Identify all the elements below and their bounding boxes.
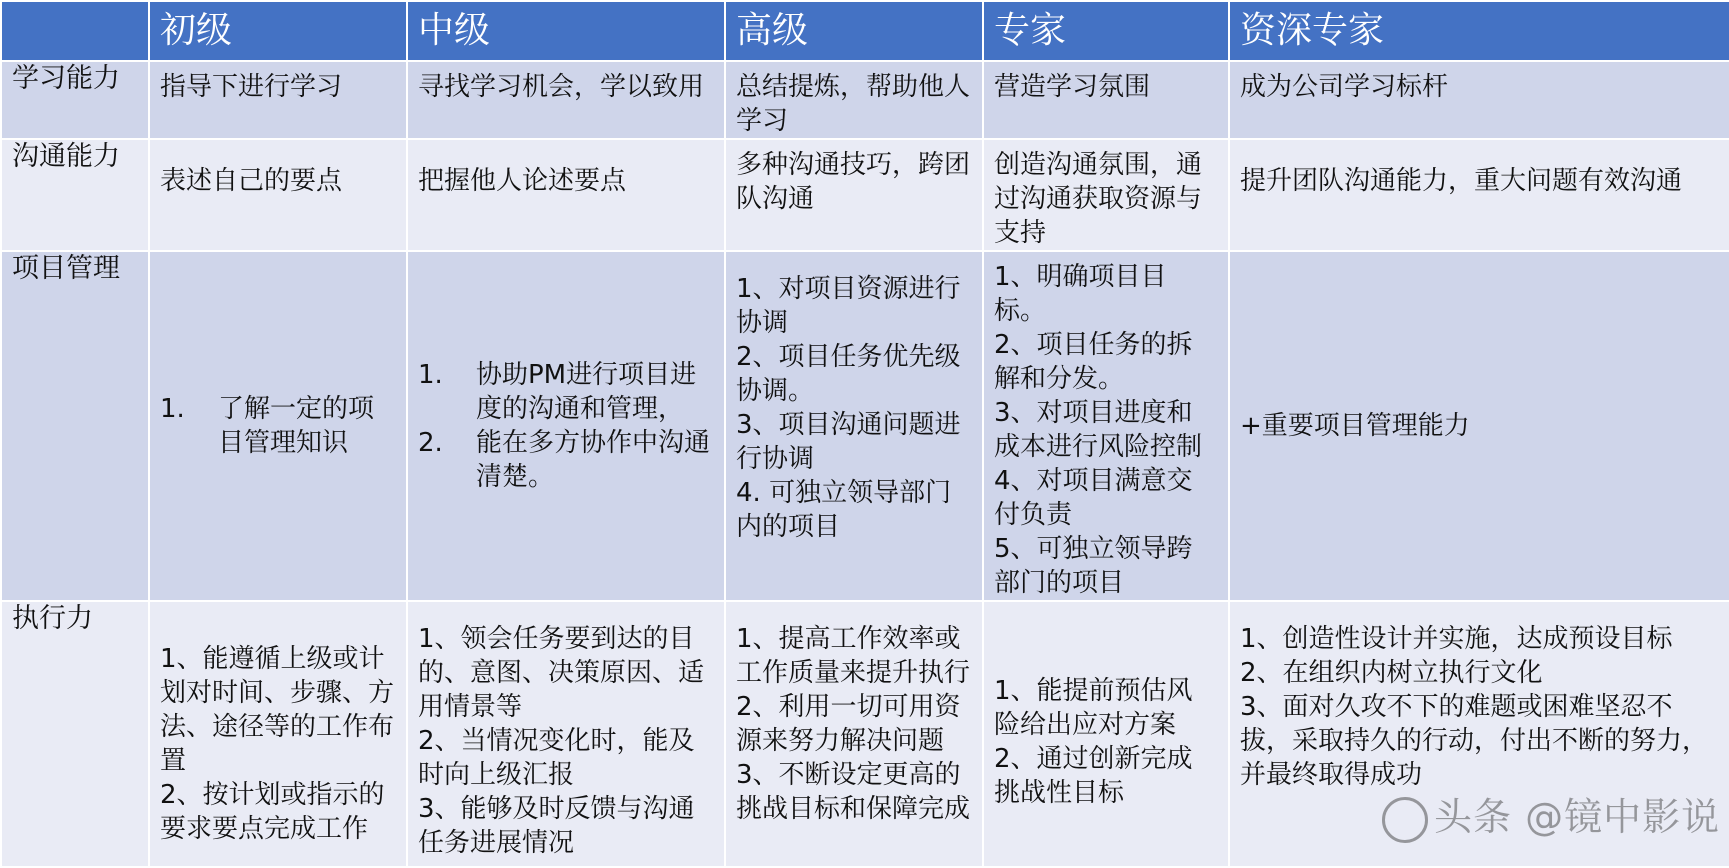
cell-learning-intermediate: 寻找学习机会，学以致用: [407, 61, 725, 139]
header-junior: 初级: [149, 1, 407, 61]
cell-pm-expert: [983, 251, 1229, 601]
table-row: [1, 251, 1729, 601]
watermark-text: 头条 @镜中影说: [1434, 795, 1721, 839]
list-item: 2、当情况变化时，能及时向上级汇报: [418, 726, 695, 790]
cell-communication-senior-expert: 提升团队沟通能力，重大问题有效沟通: [1229, 139, 1729, 251]
cell-exec-senior: [725, 601, 983, 867]
cell-communication-junior: 表述自己的要点: [149, 139, 407, 251]
cell-pm-intermediate: [407, 251, 725, 601]
cell-exec-expert: [983, 601, 1229, 867]
header-corner: [1, 1, 149, 61]
list-item: 4. 可独立领导部门内的项目: [736, 478, 952, 542]
cell-exec-intermediate: [407, 601, 725, 867]
list-text: 了解一定的项目管理知识: [218, 394, 375, 458]
cell-communication-expert: 创造沟通氛围，通过沟通获取资源与支持: [983, 139, 1229, 251]
cell-exec-junior: [149, 601, 407, 867]
list-item: 3、不断设定更高的挑战目标和保障完成: [736, 760, 971, 824]
list-item: 1、领会任务要到达的目的、意图、决策原因、适用情景等: [418, 624, 705, 722]
list-number: 1.: [418, 360, 443, 390]
numbered-list: [160, 392, 396, 460]
list-item: [160, 392, 396, 460]
list-item: 3、面对久攻不下的难题或困难坚忍不拔，采取持久的行动，付出不断的努力，并最终取得成功: [1240, 692, 1709, 790]
list-item: 1、能提前预估风险给出应对方案: [994, 676, 1193, 740]
row-label-learning: 学习能力: [1, 61, 149, 139]
row-label-project-mgmt: 项目管理: [1, 251, 149, 601]
row-label-execution: 执行力: [1, 601, 149, 867]
cell-pm-senior-expert: +重要项目管理能力: [1229, 251, 1729, 601]
cell-learning-expert: 营造学习氛围: [983, 61, 1229, 139]
list-item: 2、项目任务优先级协调。: [736, 342, 961, 406]
list-number: 1.: [160, 394, 185, 424]
header-senior: 高级: [725, 1, 983, 61]
cell-learning-senior-expert: 成为公司学习标杆: [1229, 61, 1729, 139]
list-item: 1、对项目资源进行协调: [736, 274, 961, 338]
list-item: 4、对项目满意交付负责: [994, 466, 1193, 530]
table-row: [1, 61, 1729, 139]
cell-pm-senior: [725, 251, 983, 601]
cell-learning-senior: 总结提炼，帮助他人学习: [725, 61, 983, 139]
list-item: 3、项目沟通问题进行协调: [736, 410, 961, 474]
table-row: [1, 139, 1729, 251]
list-item: 2、按计划或指示的要求要点完成工作: [160, 780, 385, 844]
list-item: 2、通过创新完成挑战性目标: [994, 744, 1193, 808]
cell-communication-intermediate: 把握他人论述要点: [407, 139, 725, 251]
list-item: 2、利用一切可用资源来努力解决问题: [736, 692, 961, 756]
list-item: 1、提高工作效率或工作质量来提升执行: [736, 624, 971, 688]
cell-communication-senior: 多种沟通技巧，跨团队沟通: [725, 139, 983, 251]
cell-pm-junior: [149, 251, 407, 601]
list-item: 3、对项目进度和成本进行风险控制: [994, 398, 1203, 462]
list-item: 3、能够及时反馈与沟通任务进展情况: [418, 794, 695, 858]
cell-learning-junior: 指导下进行学习: [149, 61, 407, 139]
list-item: 2、项目任务的拆解和分发。: [994, 330, 1193, 394]
list-text: 能在多方协作中沟通清楚。: [476, 428, 711, 492]
header-row: [1, 1, 1729, 61]
list-item: 1、明确项目目标。: [994, 262, 1167, 326]
list-item: 1、创造性设计并实施，达成预设目标: [1240, 624, 1673, 654]
watermark: [1382, 786, 1720, 843]
list-item: [418, 358, 714, 426]
list-text: 协助PM进行项目进度的沟通和管理，: [476, 360, 697, 424]
header-intermediate: 中级: [407, 1, 725, 61]
numbered-list: [418, 358, 714, 494]
list-item: 2、在组织内树立执行文化: [1240, 658, 1543, 688]
row-label-communication: 沟通能力: [1, 139, 149, 251]
list-number: 2.: [418, 428, 443, 458]
list-item: 5、可独立领导跨部门的项目: [994, 534, 1193, 598]
header-senior-expert: 资深专家: [1229, 1, 1729, 61]
list-item: 1、能遵循上级或计划对时间、步骤、方法、途径等的工作布置: [160, 644, 395, 776]
watermark-logo-icon: [1382, 797, 1428, 843]
list-item: [418, 426, 714, 494]
header-expert: 专家: [983, 1, 1229, 61]
